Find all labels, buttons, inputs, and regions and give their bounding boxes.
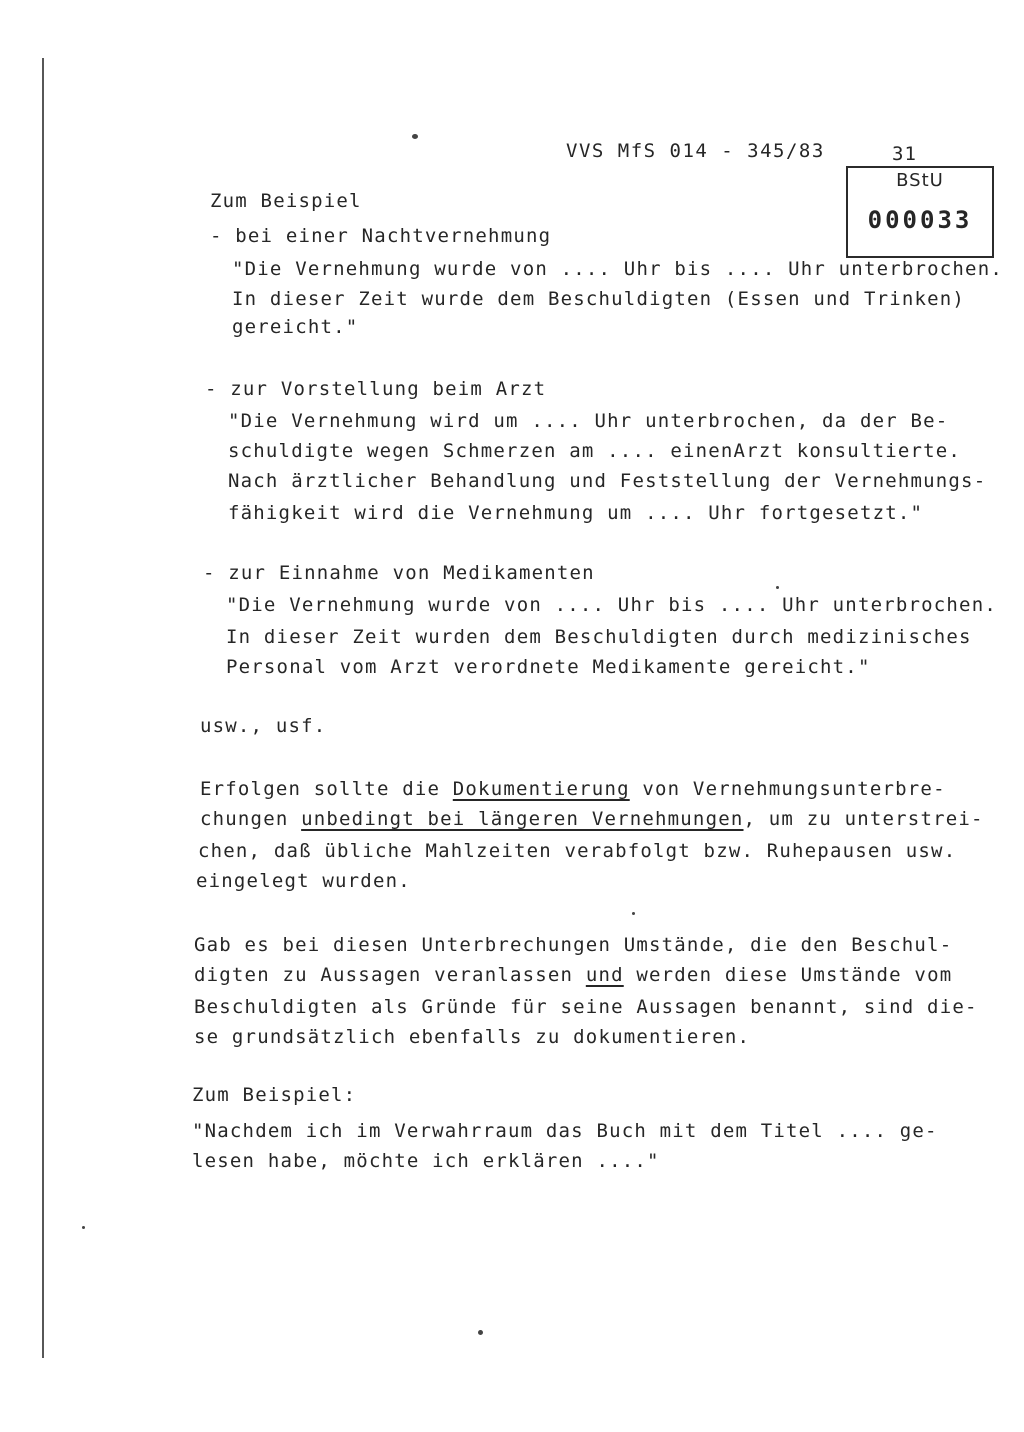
- quote-line: "Nachdem ich im Verwahrraum das Buch mit dem Titel .... ge-: [192, 1120, 938, 1142]
- quote-line: "Die Vernehmung wurde von .... Uhr bis .... Uhr unterbrochen.: [226, 594, 997, 616]
- stamp-number: 000033: [867, 206, 973, 234]
- paragraph-line: Beschuldigten als Gründe für seine Aussagen benannt, sind die-: [194, 996, 978, 1018]
- quote-line: "Die Vernehmung wird um .... Uhr unterbrochen, da der Be-: [228, 410, 949, 432]
- stamp-label: BStU: [896, 170, 944, 191]
- quote-line: fähigkeit wird die Vernehmung um .... Uhr fortgesetzt.": [228, 502, 924, 524]
- list-item-title: - bei einer Nachtvernehmung: [210, 225, 552, 247]
- paragraph-line: [200, 778, 946, 800]
- ink-speck: [776, 586, 779, 589]
- paragraph-line: [194, 964, 952, 986]
- page-number: 31: [892, 143, 917, 165]
- underlined-text: und: [585, 964, 624, 986]
- paragraph-line: eingelegt wurden.: [196, 870, 411, 892]
- quote-line: In dieser Zeit wurde dem Beschuldigten (Essen und Trinken): [232, 288, 966, 310]
- text-segment: werden diese Umstände vom: [623, 964, 953, 986]
- paragraph-line: chen, daß übliche Mahlzeiten verabfolgt bzw. Ruhepausen usw.: [198, 840, 957, 862]
- list-item-title: - zur Vorstellung beim Arzt: [205, 378, 547, 400]
- quote-line: Personal vom Arzt verordnete Medikamente gereicht.": [226, 656, 871, 678]
- left-margin-line: [42, 58, 44, 1358]
- ink-speck: [632, 912, 635, 915]
- quote-line: "Die Vernehmung wurde von .... Uhr bis .... Uhr unterbrochen.: [232, 258, 1003, 280]
- archive-stamp: [846, 166, 994, 258]
- text-segment: digten zu Aussagen veranlassen: [194, 964, 586, 986]
- list-item-title: - zur Einnahme von Medikamenten: [203, 562, 595, 584]
- text-segment: von Vernehmungsunterbre-: [629, 778, 946, 800]
- underlined-text: Dokumentierung: [452, 778, 630, 800]
- paragraph-line: [200, 808, 984, 830]
- quote-line: lesen habe, möchte ich erklären ....": [192, 1150, 660, 1172]
- quote-line: gereicht.": [232, 316, 359, 338]
- text-segment: Erfolgen sollte die: [200, 778, 453, 800]
- quote-line: In dieser Zeit wurden dem Beschuldigten durch medizinisches: [226, 626, 972, 648]
- paragraph-line: Gab es bei diesen Unterbrechungen Umstände, die den Beschul-: [194, 934, 953, 956]
- ink-speck: [412, 134, 418, 139]
- underlined-text: unbedingt bei längeren Vernehmungen: [301, 808, 744, 830]
- example-intro: Zum Beispiel:: [192, 1084, 357, 1106]
- text-segment: chungen: [200, 808, 302, 830]
- example-intro: Zum Beispiel: [210, 190, 362, 212]
- document-reference: VVS MfS 014 - 345/83: [566, 140, 825, 162]
- paragraph-line: se grundsätzlich ebenfalls zu dokumentieren.: [194, 1026, 751, 1048]
- quote-line: schuldigte wegen Schmerzen am .... einenArzt konsultierte.: [228, 440, 962, 462]
- ink-speck: [82, 1226, 85, 1229]
- etc-line: usw., usf.: [200, 715, 327, 737]
- quote-line: Nach ärztlicher Behandlung und Feststellung der Vernehmungs-: [228, 470, 987, 492]
- text-segment: , um zu unterstrei-: [743, 808, 984, 830]
- ink-speck: [478, 1330, 483, 1335]
